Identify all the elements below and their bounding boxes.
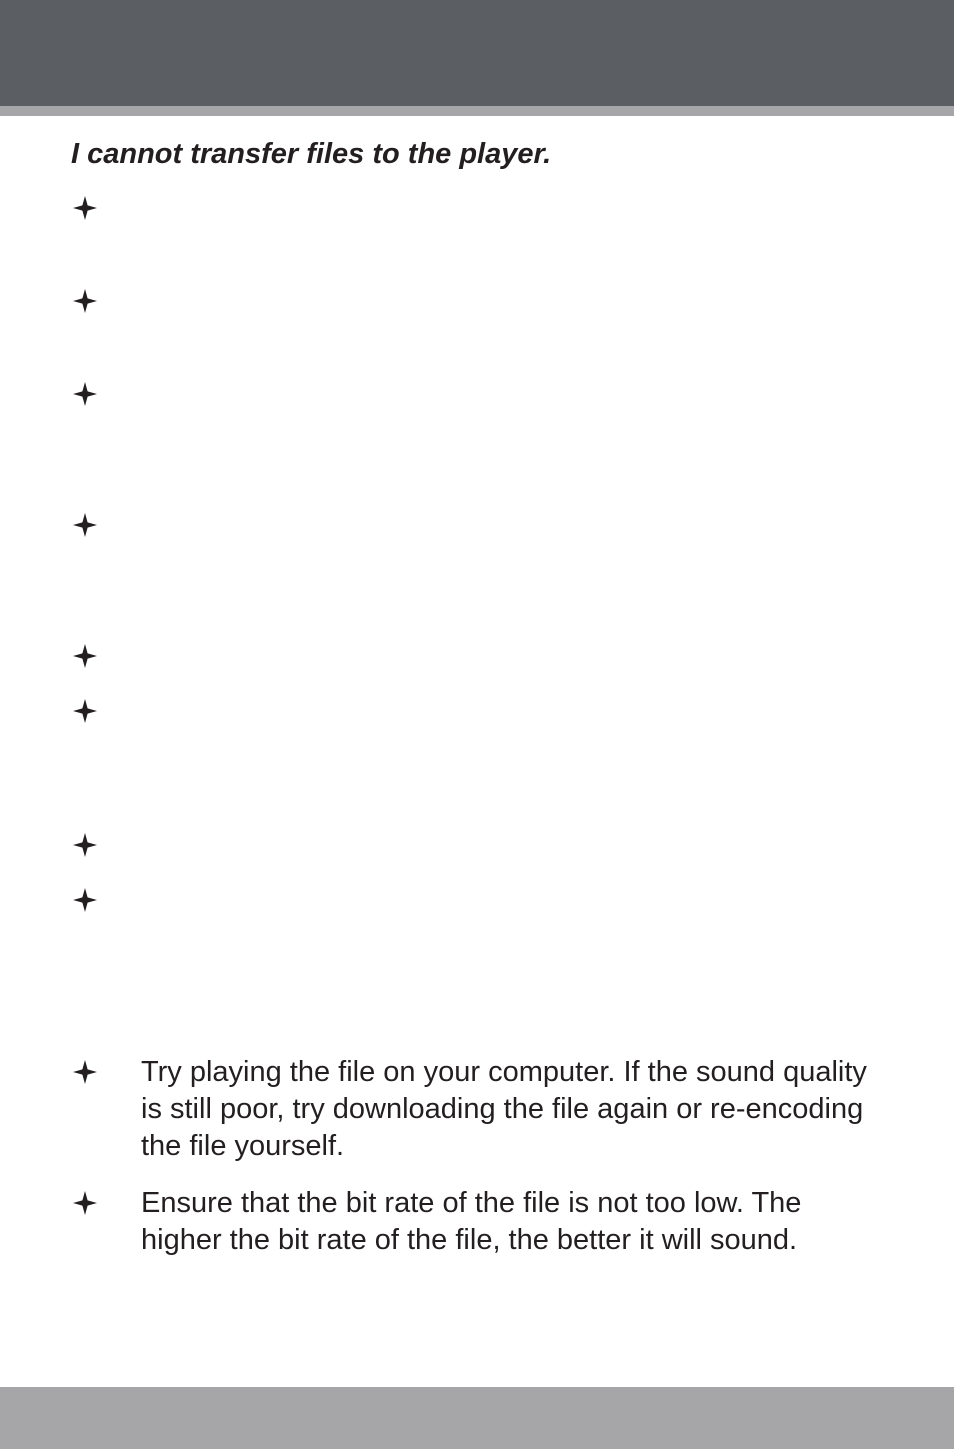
star-bullet-icon bbox=[71, 287, 99, 315]
star-bullet-icon bbox=[71, 886, 99, 914]
star-bullet-icon bbox=[71, 642, 99, 670]
star-bullet-icon bbox=[71, 831, 99, 859]
bullet-item-text: Try playing the file on your computer. If the sound quality is still poor, try downloading the file again or re-encoding the file yourself. bbox=[141, 1056, 867, 1162]
footer-band bbox=[0, 1387, 954, 1449]
star-bullet-icon bbox=[71, 380, 99, 408]
star-bullet-icon bbox=[71, 511, 99, 539]
section-heading: I cannot transfer files to the player. bbox=[71, 138, 552, 170]
header-stripe bbox=[0, 106, 954, 116]
header-band bbox=[0, 0, 954, 106]
star-bullet-icon bbox=[71, 1189, 99, 1217]
star-bullet-icon bbox=[71, 194, 99, 222]
star-bullet-icon bbox=[71, 1058, 99, 1086]
bullet-item-text: Ensure that the bit rate of the file is not too low. The higher the bit rate of the file, the better it will sound. bbox=[141, 1187, 802, 1256]
star-bullet-icon bbox=[71, 697, 99, 725]
